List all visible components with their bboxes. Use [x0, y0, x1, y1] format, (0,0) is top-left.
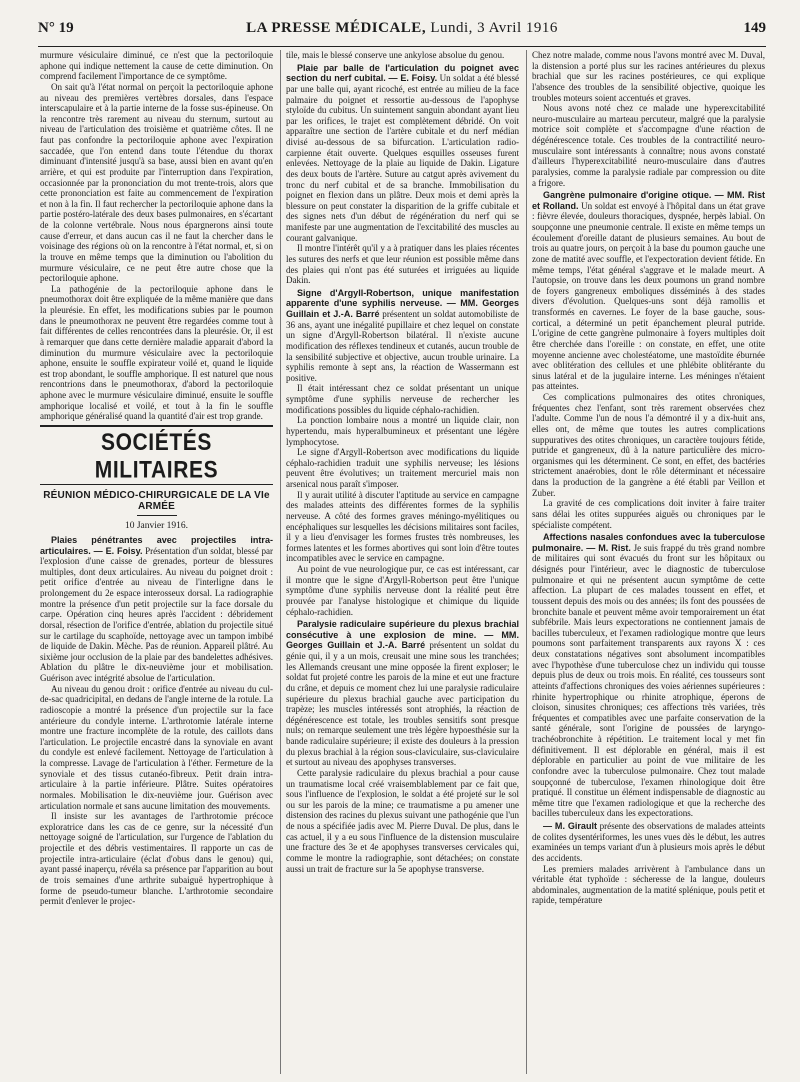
article-heading: — M. Girault — [543, 821, 598, 831]
issue-number: N° 19 — [38, 20, 74, 36]
issue-date: Lundi, 3 Avril 1916 — [426, 20, 558, 36]
article-paragraph — [40, 535, 273, 684]
article-heading: Signe d'Argyll-Robertson, unique manifestation apparente d'une syphilis nerveuse. — MM. Georges Guillain et J.-A. Barré — [286, 287, 519, 319]
article-text: Présentation d'un soldat, blessé par l'explosion d'une caisse de grenades, porteur de blessures multiples, dont deux articulaires. Au niveau du poignet droit : petit orifice d'entrée au niveau de l'interligne dans le prolongement du 2e espace interosseux dorsal. La radiographie montre la présence d'un petit projectile sur la face dorsale du carpe. Opération cinq heures après l'accident : débridement dorsal, résection de l'orifice d'entrée, ablation du projectile situé sur le cartilage du scaphoïde, nettoyage avec un tampon imbibé de liquide de Dakin. Mèche. Pas de réunion. Appareil plâtré. Au sixième jour occlusion de la plaie par des bandelettes adhésives. Ablation du plâtre le dix-neuvième jour et mobilisation. Guérison avec intégrité absolue de l'articulation. — [40, 545, 273, 683]
text-columns — [38, 50, 766, 1074]
paragraph: tile, mais le blessé conserve une ankylose absolue du genou. — [286, 50, 505, 60]
article-text: Je suis frappé du très grand nombre de militaires qui sont évacués du front sur les hôpitaux ou désignés pour l'intérieur, avec le diagnostic de tuberculose pulmonaire et qui ne présentent aucun symptôme de cette affection. La plupart de ces malades toussent en effet, et toussent depuis des mois ou des années; ils font des poussées de bronchite banale et peuvent même avoir temporairement un état subfébrile. Mais leurs expectorations ne contiennent jamais de bacilles tuberculeux, et l'examen radiologique montre que leurs poumons sont parfaitement transparents aux rayons X : ces deux constatations négatives sont absolument incompatibles avec l'hypothèse d'une tuberculose chez un individu qui tousse depuis plus de deux ou trois mois. En réalité, ces tousseurs sont atteints d'affections chroniques des voies aériennes supérieures : rhinite hypertrophique ou rhinite atrophique, éperons de cloison, sinusites chroniques; ces affections très variées, très fréquentes et compatibles avec une parfaite conservation de la santé générale, sont l'origine de poussées de laryngo-trachéobronchite à répétition. Le traitement local y met fin définitivement. Il est déplorable en général, mais il est déplorable en particulier au point de vue militaire de les confondre avec la tuberculose pulmonaire. Chez tout malade soupçonné de tuberculose, l'examen rhinologique doit être pratiqué. Il constitue un élément indispensable de diagnostic au même titre que l'examen radiologique et que la recherche des bacilles tuberculeux dans les expectorations. — [532, 542, 765, 819]
paragraph: La gravité de ces complications doit inviter à faire traiter sans délai les otites suppurées aiguës ou chroniques par le spécialiste compétent. — [532, 498, 765, 530]
paragraph: La ponction lombaire nous a montré un liquide clair, non hypertendu, mais hyperalbumineux et présentant une légère lymphocytose. — [286, 415, 519, 447]
paragraph: Il insiste sur les avantages de l'arthrotomie précoce exploratrice dans les cas de ce genre, sur la nécessité d'un nettoyage soigné de l'articulation, sur l'urgence de l'ablation du projectile et des débris vestimentaires. Il rapporte un cas de projectile intra-articulaire (éclat d'obus dans le genou) qui, ayant passé inaperçu, révéla sa présence par l'apparition au bout de trois semaines d'une arthrite subaiguë hypertrophique à forme de pseudo-tumeur blanche. L'arthrotomie secondaire permit d'enlever le projec- — [40, 811, 273, 907]
paragraph: On sait qu'à l'état normal on perçoit la pectoriloquie aphone au niveau des premières vertèbres dorsales, dans l'espace interscapulaire et à la partie interne de la fosse sus-épineuse. On la rencontre très rarement au niveau du sternum, surtout au niveau de l'articulation des troisième et quatrième côtes. Il ne faut pas confondre la pectoriloquie aphone avec l'expiration saccadée, que l'on entend dans toute l'étendue du thorax diminuant d'intensité jusqu'à sa base, aussi bien en avant qu'en arrière, et qui est produite par l'interruption dans l'expiration, occasionnée par la prononciation du mot trente-trois, alors que cette prononciation est faite au commencement de l'expiration et non à la fin. Il faut rechercher la pectoriloquie aphone dans la partie postéro-latérale des deux bases pulmonaires, en s'écartant de la colonne vertébrale. Nous nous épargnerons ainsi toute cause d'erreur, et dans aucun cas il ne faut la chercher dans le voisinage des régions où on la rencontre à l'état normal, et, si on la trouve en même temps que la diminution ou l'abolition du murmure vésiculaire, ce ne peut être autre chose que la pectoriloquie aphone. — [40, 81, 273, 284]
column-1 — [40, 50, 273, 1074]
paragraph: Il montre l'intérêt qu'il y a à pratiquer dans les plaies récentes les sutures des nerfs et que leur réunion est possible même dans des plaies qui n'ont pas été suturées et irriguées au liquide Dakin. — [286, 243, 519, 286]
article-paragraph — [286, 63, 519, 244]
article-heading: Plaie par balle de l'articulation du poignet avec section du nerf cubital. — E. Foisy. — [286, 62, 519, 84]
paragraph: Au niveau du genou droit : orifice d'entrée au niveau du cul-de-sac quadricipital, en dedans de l'angle interne de la rotule. La radioscopie a montré la présence d'un projectile sur la face antérieure du condyle interne. L'arthrotomie latérale interne montre une fracture incomplète de la rotule, des caillots dans l'articulation. Le projectile encastré dans la synoviale en avant du condyle est enlevé facilement. Nettoyage de l'articulation à la compresse. Lavage de l'articulation à l'éther. Fermeture de la synoviale et des tissus cutanéo-fibreux. Petit drain intra-articulaire à la partie inférieure. Plâtre. Suites opératoires normales. Mobilisation le dix-neuvième jour. Guérison avec articulation normale et sans aucune limitation des mouvements. — [40, 683, 273, 811]
paragraph: Chez notre malade, comme nous l'avons montré avec M. Duval, la distension a porté plus sur les racines antérieures du plexus brachial que sur les racines postérieures, ce qui explique l'absence des troubles de la sensibilité objective, quoique les troubles moteurs soient accentués et graves. — [532, 50, 765, 103]
journal-title: LA PRESSE MÉDICALE, — [246, 20, 427, 36]
page-number: 149 — [743, 20, 766, 36]
column-divider — [526, 50, 527, 1074]
column-divider — [280, 50, 281, 1074]
article-heading: Affections nasales confondues avec la tuberculose pulmonaire. — M. Rist. — [532, 532, 765, 553]
paragraph: Le signe d'Argyll-Robertson avec modifications du liquide céphalo-rachidien traduit une syphilis nerveuse; les lésions peuvent être évolutives; un traitement mercuriel mais non arsenical nous paraît s'imposer. — [286, 447, 519, 489]
article-text: Un soldat est envoyé à l'hôpital dans un état grave : fièvre élevée, douleurs thoraciques, dyspnée, herpès labial. On soupçonne une pneumonie centrale. Il existe en même temps un écoulement d'oreille datant de plusieurs semaines. Au bout de trois au quatre jours, on perçoit à la base du poumon gauche une zone de matité avec souffle, et l'expectoration devient fétide. En même temps, l'état général s'aggrave et le malade meurt. A l'autopsie, on trouve dans les deux poumons un grand nombre de foyers gangreneux emboliques disséminés à des stades divers d'évolution. Quelques-uns sont déjà ramollis et transformés en cavernes. Le foyer de la base gauche, sous-cortical, a déterminé un petit épanchement pleural putride. L'origine de cette gangrène pulmonaire à foyers multiples doit être cherchée dans l'oreille : on constate, en effet, une otite moyenne ancienne avec cholestéatome, une mastoïdite éburnée avec oblitération des cellules et une phlébite oblitérante du sinus latéral et de la jugulaire interne. Les méninges n'étaient pas atteintes. — [532, 200, 765, 392]
header-rule — [38, 46, 766, 47]
article-paragraph — [286, 619, 519, 768]
paragraph: Nous avons noté chez ce malade une hyperexcitabilité neuro-musculaire au marteau percuteur, malgré que la paralysie motrice soit complète et s'accompagne d'une réaction de dégénérescence totale. Ces troubles de la contractilité neuro-musculaire sont intéressants à connaître; nous avons constaté d'ailleurs l'hyperexcitabilité neuro-musculaire dans d'autres paralysies, comme la paralysie radiale par compression ou dite a frigore. — [532, 103, 765, 188]
section-title: SOCIÉTÉS MILITAIRES — [94, 429, 219, 484]
article-text: présentent un soldat du génie qui, il y a un mois, creusait une mine sous les tranchées; les Allemands creusant une mine opposée la firent exploser; le soldat fut projeté contre les parois de la mine et eut une fracture du crâne, et depuis ce moment chez lui une paralysie radiculaire supérieure du plexus brachial gauche avec participation du trapèze; les muscles intéressés sont atrophiés, la réaction de dégénérescence est totale, les troubles sensitifs sont presque nuls; on remarque seulement une très légère hypoesthésie sur la bande radiculaire supérieure; il existe des douleurs à la pression du plexus brachial à la région sous-claviculaire, sus-claviculaire et surtout au niveau des apophyses transverses. — [286, 640, 519, 768]
article-paragraph — [532, 532, 765, 819]
column-2 — [286, 50, 519, 1074]
article-paragraph — [532, 190, 765, 392]
article-paragraph — [532, 821, 765, 864]
paragraph: Ces complications pulmonaires des otites chroniques, fréquentes chez l'enfant, sont très rarement observées chez l'adulte. Comme l'un de nous l'a démontré il y a dix-huit ans, elles ont, de même que toutes les autres complications suppuratives des otites chroniques, un caractère toujours fétide, putride et gangreneux, dû à la nature particulière des micro-organismes qui les déterminent. Ce sont, en effet, des bactéries strictement anaérobies, dont le rôle déterminant et nécessaire dans la production de la gangrène a été établi par Veillon et Zuber. — [532, 392, 765, 498]
article-paragraph — [286, 288, 519, 384]
paragraph: Il y aurait utilité à discuter l'aptitude au service en campagne des malades atteints des différentes formes de la syphilis nerveuse. A côté des formes graves méningo-myélitiques ou encéphaliques sur lesquelles les décisions militaires sont faciles, il y a lieu d'envisager les formes frustes très nombreuses, les formes latentes et les formes abortives qui sont loin d'être toutes incompatibles avec le service en campagne. — [286, 489, 519, 564]
paragraph: Cette paralysie radiculaire du plexus brachial a pour cause un traumatisme local créé vraisemblablement par ce fait que, sous l'influence de l'explosion, le soldat a été projeté sur le sol ou sur les parois de la mine; ce traumatisme a pu amener une distension des racines du plexus suivant une pathogénie que l'un de nous a spécifiée jadis avec M. Pierre Duval. De plus, dans le cas actuel, il y a eu sous l'influence de la distension musculaire une fracture des 3e et 4e apophyses transverses cervicales qui, comme le montre la radiographie, sont détachées; on constate aussi un trait de fracture sur la 5e apophyse transverse. — [286, 767, 519, 874]
running-head — [38, 20, 766, 42]
article-text: Un soldat a été blessé par une balle qui, ayant ricoché, est entrée au milieu de la face palmaire du poignet et ressortie au-dessous de l'apophyse styloïde du cubitus. Un suintement sanguin abondant ayant lieu par les orifices, le trajet est complètement débridé. On voit apparaître une section de l'artère cubitale et du nerf médian divisé au-dessous de sa bifurcation. L'articulation radio-carpienne était ouverte. Quelques esquilles osseuses furent enlevées. Nettoyage de la plaie au liquide de Dakin. Ligature des deux bouts de l'artère. Suture au catgut après avivement du tronc du nerf cubital et de sa branche. Immobilisation du poignet en flexion dans un plâtre. Deux mois et demi après la blessure on peut constater la disparition de la griffe cubitale et des signes nets d'un début de régénération du nerf qui se manifeste par une augmentation de l'excitabilité des muscles au courant galvanique. — [286, 73, 519, 243]
paragraph: Il était intéressant chez ce soldat présentant un unique symptôme d'une syphilis nerveuse de rechercher les modifications possibles du liquide céphalo-rachidien. — [286, 383, 519, 415]
article-heading: Gangrène pulmonaire d'origine otique. — MM. Rist et Rolland. — [532, 190, 765, 211]
paragraph: murmure vésiculaire diminué, ce n'est que la pectoriloquie aphone qui indique nettement la cause de cette diminution. On comprend facilement l'importance de ce symptôme. — [40, 50, 273, 82]
article-text: présente des observations de malades atteints de colites dysentériformes, les unes vues dès le début, les autres examinées un temps variant d'un à plusieurs mois après le début des accidents. — [532, 821, 765, 863]
article-text: présentent un soldat automobiliste de 36 ans, ayant une inégalité pupillaire et chez lequel on constate un signe d'Argyll-Robertson bilatéral. Il n'existe aucune modification des réflexes tendineux et cutanés, aucun trouble de la sensibilité subjective et objective, aucun trouble urinaire. La syphilis remonte à sept ans, la réaction de Wassermann est positive. — [286, 309, 519, 383]
column-3 — [532, 50, 765, 1074]
divider — [137, 515, 177, 516]
paragraph: Les premiers malades arrivèrent à l'ambulance dans un véritable état typhoïde : sécheresse de la langue, douleurs abdominales, augmentation de la matité splénique, pouls petit et rapide, température — [532, 863, 765, 906]
paragraph: Au point de vue neurologique pur, ce cas est intéressant, car il montre que le signe d'Argyll-Robertson peut être l'unique symptôme d'une syphilis nerveuse dont la réalité peut être prouvée par l'analyse histologique et chimique du liquide céphalo-rachidien. — [286, 564, 519, 617]
article-heading: Plaies pénétrantes avec projectiles intra-articulaires. — E. Foisy. — [40, 534, 273, 556]
meeting-date: 10 Janvier 1916. — [124, 520, 189, 531]
article-heading: Paralysie radiculaire supérieure du plexus brachial consécutive à une explosion de mine. — MM. Georges Guillain et J.-A. Barré — [286, 619, 519, 651]
section-rule — [40, 425, 273, 427]
meeting-title: RÉUNION MÉDICO-CHIRURGICALE DE LA VIe ARMÉE — [43, 489, 270, 512]
paragraph: La pathogénie de la pectoriloquie aphone dans le pneumothorax doit être expliquée de la même manière que dans la pleurésie. En effet, les modifications subies par le poumon dans le pneumothorax ne peuvent être regardées comme tout à fait différentes de celles rencontrées dans la pleurésie. Or, il est à remarquer que dans cette dernière maladie apparait d'abord la diminution du murmure vésiculaire avec la pectoriloquie aphone, ensuite le souffle expirateur voilé et, quand le liquide est trop abondant, le souffle amphorique. Il est naturel que nous rencontrions dans le pneumothorax, d'abord la pectoriloquie aphone avec le murmure vésiculaire diminué, ensuite le souffle amphorique localisé et voilé, et tout à la fin le souffle amphorique généralisé quand la quantité d'air est trop grande. — [40, 283, 273, 422]
journal-title-line — [38, 20, 766, 37]
